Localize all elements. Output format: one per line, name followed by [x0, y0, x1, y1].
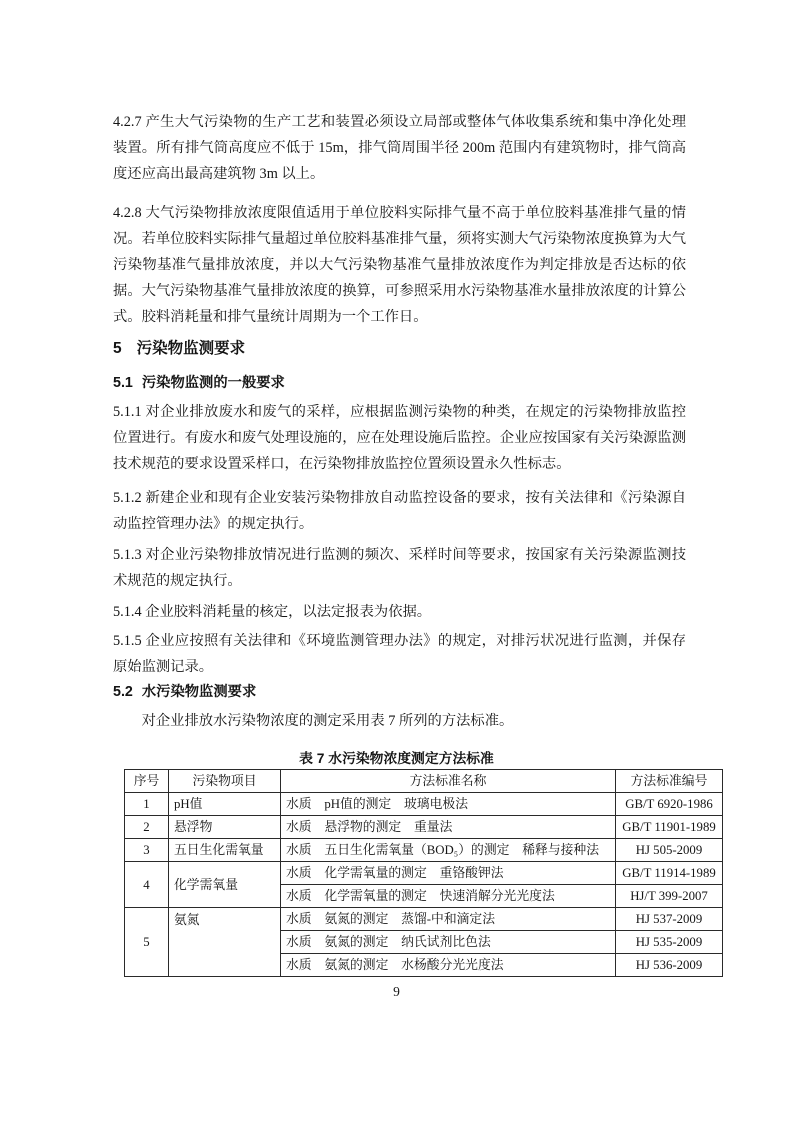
- cell-no: 2: [125, 816, 169, 839]
- cell-method-code: GB/T 11914-1989: [616, 862, 723, 885]
- cell-item: 化学需氧量: [169, 862, 281, 908]
- cell-item: 五日生化需氧量: [169, 839, 281, 862]
- section-number: 5.1: [113, 375, 133, 391]
- cell-method-code: GB/T 6920-1986: [616, 793, 723, 816]
- cell-item: pH值: [169, 793, 281, 816]
- cell-method-code: HJ 535-2009: [616, 931, 723, 954]
- cell-method-code: HJ 536-2009: [616, 954, 723, 977]
- header-cell-item: 污染物项目: [169, 770, 281, 793]
- cell-no: 4: [125, 862, 169, 908]
- paragraph-5-1-5: 5.1.5 企业应按照有关法律和《环境监测管理办法》的规定，对排污状况进行监测，并保存原始监测记录。: [113, 633, 686, 675]
- section-heading-5-1: [113, 372, 285, 392]
- section-heading-5-2: [113, 681, 256, 701]
- table-row: [125, 816, 723, 839]
- cell-method-code: HJ/T 399-2007: [616, 885, 723, 908]
- section-title: 污染物监测要求: [136, 340, 246, 357]
- cell-no: 3: [125, 839, 169, 862]
- table-row: [125, 862, 723, 885]
- cell-method-name: 水质 氨氮的测定 水杨酸分光光度法: [281, 954, 616, 977]
- cell-no: 1: [125, 793, 169, 816]
- cell-method-name: 水质 五日生化需氧量（BOD₅）的测定 稀释与接种法: [281, 839, 616, 862]
- page-number: 9: [393, 984, 400, 999]
- section-number: 5: [113, 340, 122, 357]
- paragraph-5-1-2: 5.1.2 新建企业和现有企业安装污染物排放自动监控设备的要求，按有关法律和《污染源自动监控管理办法》的规定执行。: [113, 490, 686, 532]
- paragraph-5-2-intro: 对企业排放水污染物浓度的测定采用表 7 所列的方法标准。: [141, 713, 514, 729]
- paragraph-5-1-3: 5.1.3 对企业污染物排放情况进行监测的频次、采样时间等要求，按国家有关污染源监测技术规范的规定执行。: [113, 547, 686, 589]
- table-7-title: 表 7 水污染物浓度测定方法标准: [299, 751, 494, 766]
- cell-method-code: HJ 505-2009: [616, 839, 723, 862]
- cell-method-name: 水质 pH值的测定 玻璃电极法: [281, 793, 616, 816]
- table-row: [125, 839, 723, 862]
- table-row: [125, 908, 723, 931]
- paragraph-5-1-4: 5.1.4 企业胶料消耗量的核定，以法定报表为依据。: [113, 604, 432, 620]
- table-row: [125, 793, 723, 816]
- paragraph-4-2-7: 4.2.7 产生大气污染物的生产工艺和装置必须设立局部或整体气体收集系统和集中净化处理装置。所有排气筒高度应不低于 15m，排气筒周围半径 200m 范围内有建筑物时，排气筒高度还应高出最高建筑物 3m 以上。: [113, 114, 686, 182]
- cell-method-name: 水质 氨氮的测定 纳氏试剂比色法: [281, 931, 616, 954]
- paragraph-5-1-1: 5.1.1 对企业排放废水和废气的采样，应根据监测污染物的种类，在规定的污染物排放监控位置进行。有废水和废气处理设施的，应在处理设施后监控。企业应按国家有关污染源监测技术规范的要求设置采样口，在污染物排放监控位置须设置永久性标志。: [113, 404, 686, 472]
- header-cell-no: 序号: [125, 770, 169, 793]
- cell-item: 氨氮: [169, 908, 281, 977]
- cell-method-name: 水质 化学需氧量的测定 重铬酸钾法: [281, 862, 616, 885]
- cell-no: 5: [125, 908, 169, 977]
- header-cell-method: 方法标准名称: [281, 770, 616, 793]
- table-7-water-pollutant-methods: [124, 769, 723, 977]
- table-header-row: [125, 770, 723, 793]
- paragraph-4-2-8: 4.2.8 大气污染物排放浓度限值适用于单位胶料实际排气量不高于单位胶料基准排气量的情况。若单位胶料实际排气量超过单位胶料基准排气量，须将实测大气污染物浓度换算为大气污染物基准气量排放浓度，并以大气污染物基准气量排放浓度作为判定排放是否达标的依据。大气污染物基准气量排放浓度的换算，可参照采用水污染物基准水量排放浓度的计算公式。胶料消耗量和排气量统计周期为一个工作日。: [113, 205, 686, 325]
- section-number: 5.2: [113, 684, 133, 700]
- header-cell-code: 方法标准编号: [616, 770, 723, 793]
- section-title: 水污染物监测要求: [141, 684, 257, 700]
- cell-method-code: HJ 537-2009: [616, 908, 723, 931]
- cell-method-name: 水质 氨氮的测定 蒸馏-中和滴定法: [281, 908, 616, 931]
- cell-method-name: 水质 悬浮物的测定 重量法: [281, 816, 616, 839]
- section-title: 污染物监测的一般要求: [141, 375, 285, 391]
- cell-method-code: GB/T 11901-1989: [616, 816, 723, 839]
- section-heading-5: [113, 336, 245, 358]
- cell-method-name: 水质 化学需氧量的测定 快速消解分光光度法: [281, 885, 616, 908]
- cell-item: 悬浮物: [169, 816, 281, 839]
